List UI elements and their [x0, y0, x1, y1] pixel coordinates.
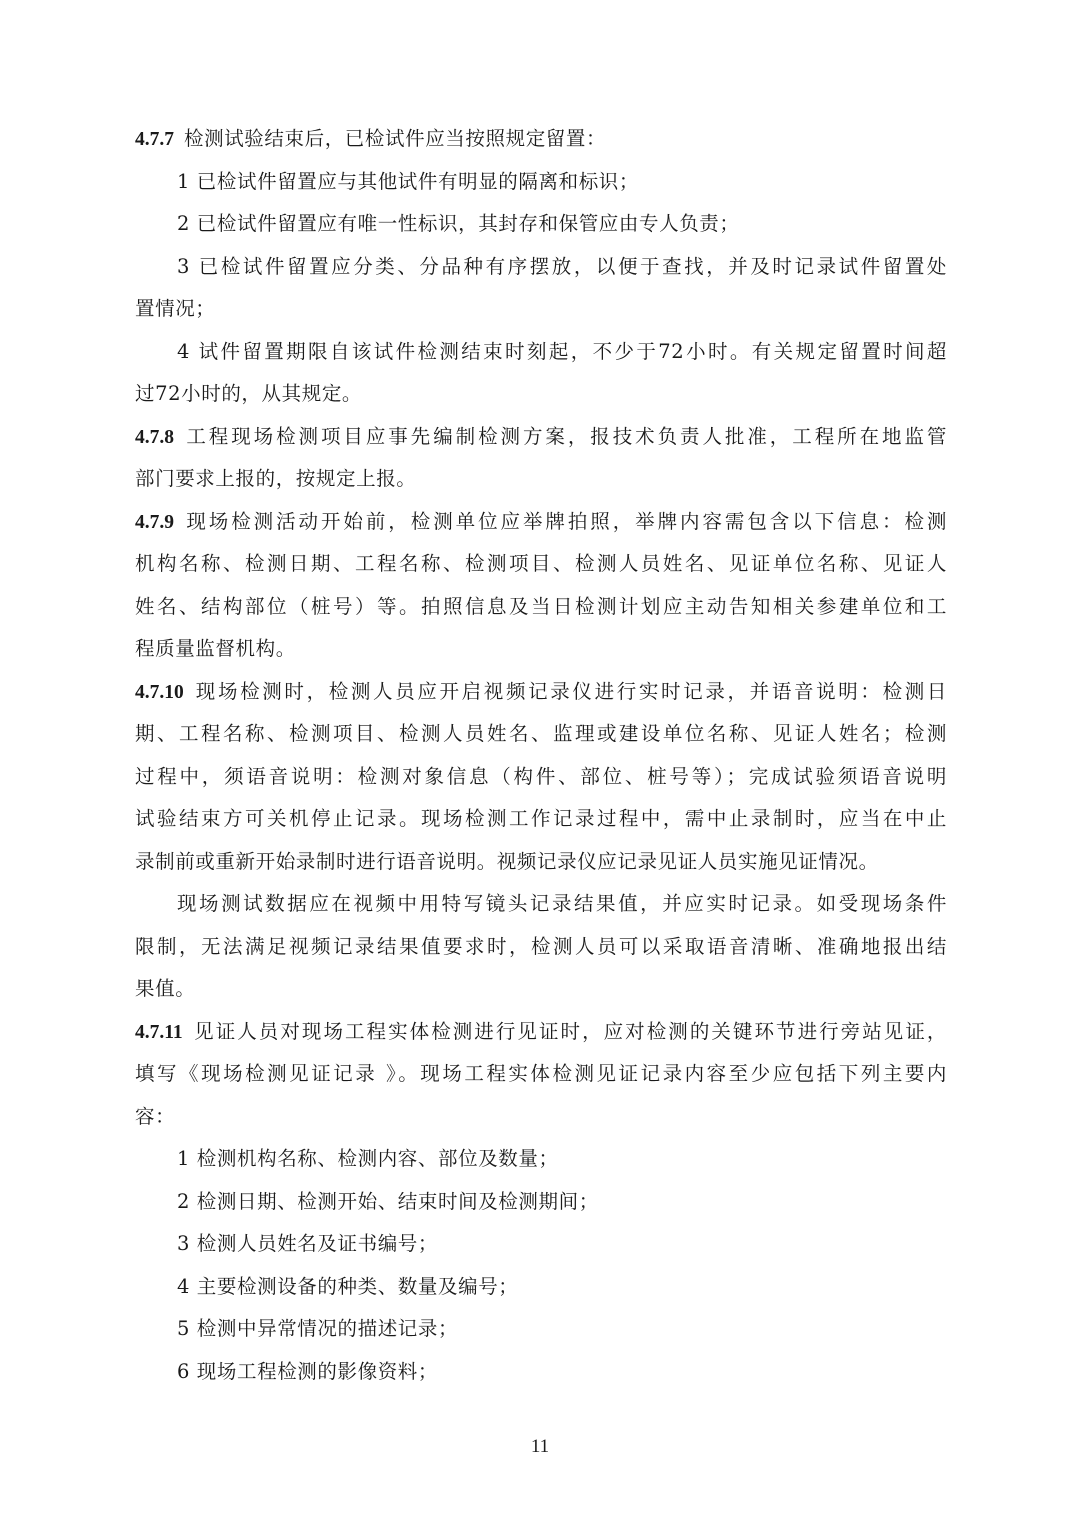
line-text: 试验结束方可关机停止记录。现场检测工作记录过程中，需中止录制时，应当在中止 — [135, 807, 947, 830]
text-line — [135, 161, 947, 204]
clause-number: 4.7.11 — [135, 1021, 183, 1043]
list-item — [135, 1308, 947, 1351]
text-line — [135, 586, 947, 629]
page-number: 11 — [530, 1436, 550, 1457]
text-line — [135, 1011, 947, 1054]
line-text: 2 已检试件留置应有唯一性标识，其封存和保管应由专人负责； — [177, 212, 740, 235]
line-text: 4 试件留置期限自该试件检测结束时刻起，不少于72小时。有关规定留置时间超 — [177, 339, 947, 363]
list-item — [135, 1266, 947, 1309]
list-item — [135, 331, 947, 416]
list-item — [135, 203, 947, 246]
text-line — [135, 203, 947, 246]
text-line — [135, 246, 947, 289]
text-line — [135, 926, 947, 969]
text-line — [135, 1053, 947, 1096]
document-body — [135, 118, 947, 1393]
line-text: 期、工程名称、检测项目、检测人员姓名、监理或建设单位名称、见证人姓名；检测 — [135, 722, 947, 745]
clause-number: 4.7.10 — [135, 681, 184, 703]
text-line — [135, 543, 947, 586]
line-text: 现场测试数据应在视频中用特写镜头记录结果值，并应实时记录。如受现场条件 — [177, 892, 947, 915]
text-line — [135, 118, 947, 161]
list-item — [135, 1138, 947, 1181]
text-line — [135, 756, 947, 799]
line-text: 3 检测人员姓名及证书编号； — [177, 1232, 439, 1255]
clause-paragraph — [135, 416, 947, 501]
text-line — [135, 798, 947, 841]
line-text: 程质量监督机构。 — [135, 637, 296, 660]
clause-number: 4.7.8 — [135, 426, 174, 448]
text-line — [135, 1096, 947, 1139]
clause-number: 4.7.7 — [135, 129, 174, 150]
list-item — [135, 1223, 947, 1266]
line-text: 机构名称、检测日期、工程名称、检测项目、检测人员姓名、见证单位名称、见证人 — [135, 552, 947, 575]
text-line — [135, 416, 947, 459]
line-text: 录制前或重新开始录制时进行语音说明。视频记录仪应记录见证人员实施见证情况。 — [135, 849, 879, 873]
text-line — [135, 1223, 947, 1266]
text-line — [135, 458, 947, 501]
text-line — [135, 1308, 947, 1351]
list-item — [135, 246, 947, 331]
line-text: 姓名、结构部位（桩号）等。拍照信息及当日检测计划应主动告知相关参建单位和工 — [135, 594, 947, 618]
text-line — [135, 288, 947, 331]
list-item — [135, 1351, 947, 1394]
line-text: 部门要求上报的，按规定上报。 — [135, 467, 417, 490]
clause-paragraph — [135, 501, 947, 671]
text-line — [135, 713, 947, 756]
text-line — [135, 331, 947, 374]
line-text: 2 检测日期、检测开始、结束时间及检测期间； — [177, 1189, 599, 1213]
line-text: 检测试验结束后，已检试件应当按照规定留置： — [184, 127, 607, 150]
text-line — [135, 841, 947, 884]
list-item — [135, 883, 947, 1011]
line-text: 过72小时的，从其规定。 — [135, 382, 363, 405]
clause-paragraph — [135, 671, 947, 884]
text-line — [135, 671, 947, 714]
clause-number: 4.7.9 — [135, 511, 174, 533]
text-line — [135, 628, 947, 671]
text-line — [135, 1266, 947, 1309]
line-text: 现场检测时，检测人员应开启视频记录仪进行实时记录，并语音说明：检测日 — [193, 679, 947, 703]
line-text: 填写《现场检测见证记录 》。现场工程实体检测见证记录内容至少应包括下列主要内 — [135, 1062, 947, 1085]
text-line — [135, 501, 947, 544]
text-line — [135, 1181, 947, 1224]
clause-paragraph — [135, 118, 947, 161]
line-text: 容： — [135, 1104, 176, 1128]
line-text: 置情况； — [135, 297, 216, 320]
line-text: 工程现场检测项目应事先编制检测方案，报技术负责人批准，工程所在地监管 — [184, 424, 947, 448]
line-text: 1 检测机构名称、检测内容、部位及数量； — [177, 1147, 559, 1170]
text-line — [135, 1138, 947, 1181]
line-text: 过程中，须语音说明：检测对象信息（构件、部位、桩号等）；完成试验须语音说明 — [135, 764, 947, 788]
text-line — [135, 1351, 947, 1394]
line-text: 6 现场工程检测的影像资料； — [177, 1359, 439, 1383]
line-text: 3 已检试件留置应分类、分品种有序摆放，以便于查找，并及时记录试件留置处 — [177, 254, 947, 278]
line-text: 1 已检试件留置应与其他试件有明显的隔离和标识； — [177, 169, 640, 193]
clause-paragraph — [135, 1011, 947, 1139]
list-item — [135, 1181, 947, 1224]
text-line — [135, 373, 947, 416]
line-text: 5 检测中异常情况的描述记录； — [177, 1317, 459, 1340]
line-text: 果值。 — [135, 977, 196, 1000]
line-text: 限制，无法满足视频记录结果值要求时，检测人员可以采取语音清晰、准确地报出结 — [135, 934, 947, 958]
line-text: 4 主要检测设备的种类、数量及编号； — [177, 1274, 519, 1298]
text-line — [135, 883, 947, 926]
list-item — [135, 161, 947, 204]
text-line — [135, 968, 947, 1011]
line-text: 现场检测活动开始前，检测单位应举牌拍照，举牌内容需包含以下信息：检测 — [184, 509, 947, 533]
line-text: 见证人员对现场工程实体检测进行见证时，应对检测的关键环节进行旁站见证， — [192, 1019, 947, 1043]
